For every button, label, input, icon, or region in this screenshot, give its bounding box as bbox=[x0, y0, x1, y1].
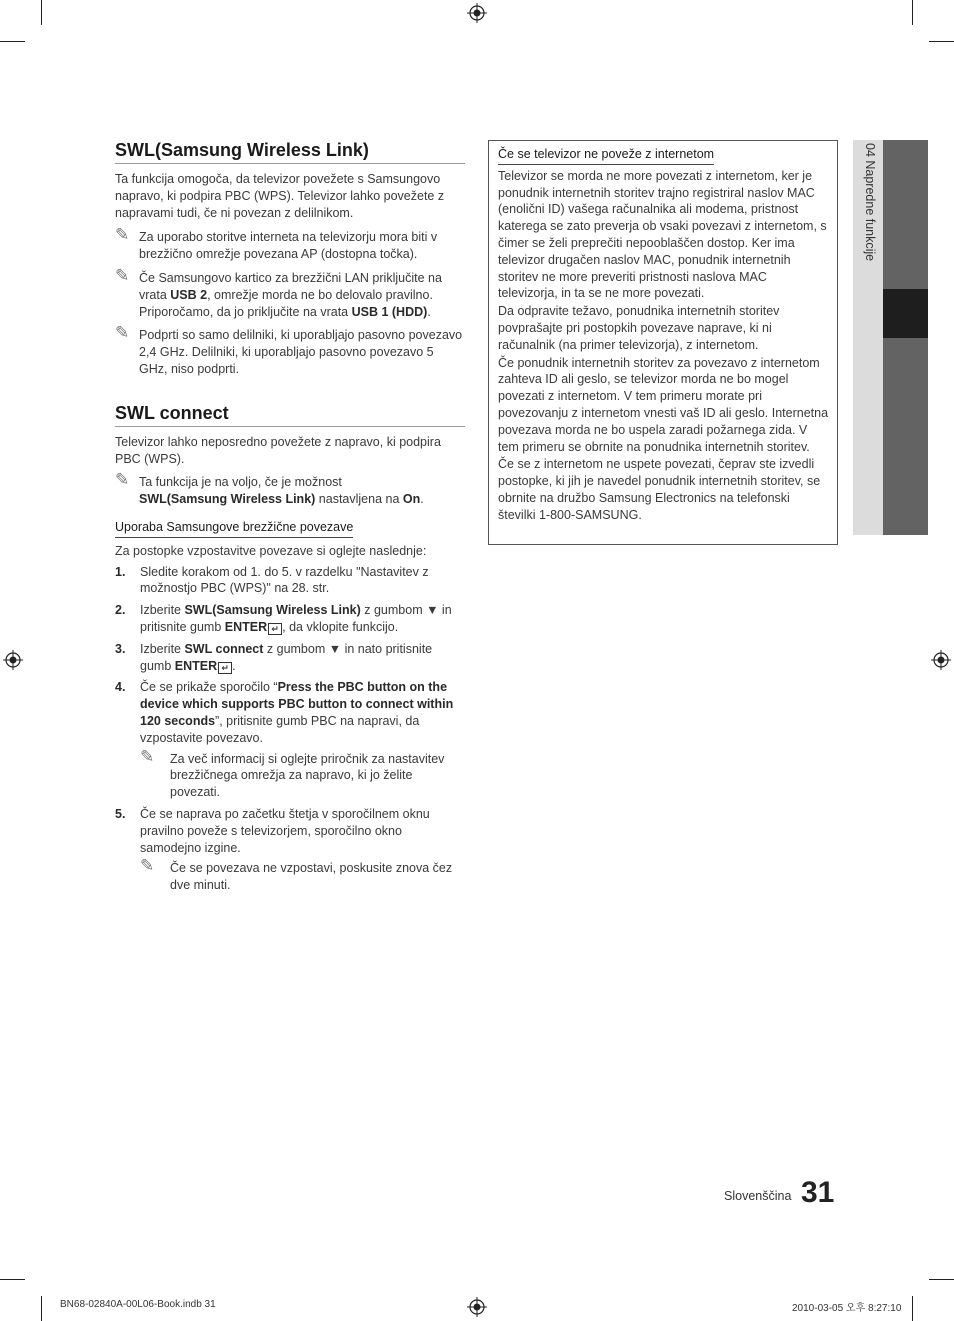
pencil-icon: ✎ bbox=[115, 323, 130, 343]
enter-icon: ↵ bbox=[218, 662, 232, 674]
step-number: 5. bbox=[115, 806, 126, 821]
step-item: 3. Izberite SWL connect z gumbom ▼ in nato pritisnite gumb ENTER ↵ . bbox=[115, 641, 433, 673]
note-text: Če Samsungovo kartico za brezžični LAN priključite na vrata bbox=[139, 270, 442, 302]
left-column bbox=[115, 139, 465, 894]
note-item: ✎ Če Samsungovo kartico za brezžični LAN priključite na vrata USB 2, omrežje morda ne bo delovalo pravilno. Priporočamo, da jo priključite na vrata USB 1 (HDD). bbox=[115, 265, 442, 319]
section-divider bbox=[115, 426, 465, 427]
step-number: 3. bbox=[115, 641, 126, 656]
registration-mark-icon bbox=[931, 650, 951, 670]
step-item: 2. Izberite SWL(Samsung Wireless Link) z gumbom ▼ in pritisnite gumb ENTER ↵ , da vklopite funkcijo. bbox=[115, 603, 452, 634]
step-number: 2. bbox=[115, 603, 126, 618]
note-item: ✎ Za več informacij si oglejte priročnik za nastavitev brezžičnega omrežja za napravo, ki jo želite povezati. bbox=[140, 746, 445, 800]
registration-mark-icon bbox=[3, 650, 23, 670]
note-text: Za uporabo storitve interneta na televizorju mora biti v brezžično omrežje povezana AP (dostopna točka). bbox=[139, 230, 438, 262]
step-number: 1. bbox=[115, 564, 126, 579]
step-number: 4. bbox=[115, 680, 126, 695]
info-box-title: Če se televizor ne poveže z internetom bbox=[498, 146, 714, 165]
crop-mark-top-left-h bbox=[0, 41, 25, 42]
swl-intro: Ta funkcija omogoča, da televizor povežete s Samsungovo napravo, ki podpira PBC (WPS). Televizor lahko povežete z napravami tudi, če ni povezan z delilnikom. bbox=[115, 172, 445, 220]
note-item: ✎ Če se povezava ne vzpostavi, poskusite znova čez dve minuti. bbox=[140, 856, 453, 893]
step-item: 4. Če se prikaže sporočilo “Press the PBC button on the device which supports PBC button to connect within 120 seconds”, pritisnite gumb PBC na napravi, da vzpostavite povezavo. ✎ Za več informacij si oglejte priročnik za nastavitev brezžičnega omrežja za napravo, ki jo želite povezati. bbox=[115, 679, 465, 801]
side-tab-active-marker bbox=[883, 289, 928, 338]
note-text: Podprti so samo delilniki, ki uporabljajo pasovno povezavo 2,4 GHz. Delilniki, ki uporabljajo pasovno povezavo 5 GHz, niso podprti. bbox=[139, 328, 463, 376]
pencil-icon: ✎ bbox=[140, 856, 155, 876]
pencil-icon: ✎ bbox=[115, 265, 130, 285]
subheading: Uporaba Samsungove brezžične povezave bbox=[115, 519, 353, 538]
crop-mark-top-right-h bbox=[929, 41, 954, 42]
crop-mark-bottom-right-h bbox=[929, 1279, 954, 1280]
registration-mark-icon bbox=[467, 3, 487, 23]
note-item bbox=[115, 225, 465, 263]
crop-mark-top-left-v bbox=[41, 0, 42, 25]
pencil-icon: ✎ bbox=[115, 225, 130, 245]
page-number: 31 bbox=[801, 1176, 835, 1209]
subheading-intro: Za postopke vzpostavitve povezave si oglejte naslednje: bbox=[115, 543, 427, 558]
section-title-swl: SWL(Samsung Wireless Link) bbox=[115, 140, 369, 160]
pencil-icon: ✎ bbox=[115, 470, 130, 490]
crop-mark-bottom-left-v bbox=[41, 1296, 42, 1321]
registration-mark-icon bbox=[467, 1297, 487, 1317]
info-box bbox=[488, 140, 838, 545]
step-item: 5. Če se naprava po začetku štetja v sporočilnem oknu pravilno poveže s televizorjem, sporočilno okno samodejno izgine. ✎ Če se povezava ne vzpostavi, poskusite znova čez dve minuti. bbox=[115, 806, 465, 894]
note-item: ✎ Ta funkcija je na voljo, če je možnost SWL(Samsung Wireless Link) nastavljena na On. bbox=[115, 470, 424, 507]
section-title-swl-connect: SWL connect bbox=[115, 402, 229, 423]
crop-mark-top-right-v bbox=[912, 0, 913, 25]
step-item: 1. Sledite korakom od 1. do 5. v razdelku "Nastavitev z možnostjo PBC (WPS)" na 28. str. bbox=[115, 564, 429, 596]
side-tab-label: 04 Napredne funkcije bbox=[863, 143, 877, 262]
section-divider bbox=[115, 163, 465, 164]
note-item bbox=[115, 323, 465, 377]
info-box-paragraph: Če ponudnik internetnih storitev za povezavo z internetom zahteva ID ali geslo, se televizor morda ne bo mogel povezati z internetom. V tem primeru morate pri povezovanju z internetom vnesti vaš ID ali geslo. Internetna povezava morda ne bo uspela zaradi požarnega zida. V tem primeru se obrnite na ponudnika internetnih storitev. bbox=[498, 355, 829, 454]
info-box-paragraph: Televizor se morda ne more povezati z internetom, ker je ponudnik internetnih storitev trajno registriral naslov MAC (enolični ID) vašega računalnika ali modema, pristnost katerega se zato preverja ob vsaki povezavi z internetom, s čimer se želi preprečiti nepooblaščen dostop. Ker ima televizor drugačen naslov MAC, ponudnik internetnih storitev ne more preveriti pristnosti naslova MAC televizorja, in ta se ne more povezati. bbox=[498, 168, 827, 301]
enter-icon: ↵ bbox=[268, 623, 282, 635]
slug-right: 2010-03-05 오후 8:27:10 bbox=[792, 1303, 902, 1314]
slug-left: BN68-02840A-00L06-Book.indb 31 bbox=[60, 1299, 216, 1310]
info-box-paragraph: Da odpravite težavo, ponudnika internetnih storitev povprašajte pri postopkih povezave naprave, ki ni računalnik (na primer televizorja), z internetom. bbox=[498, 304, 780, 352]
pencil-icon: ✎ bbox=[140, 746, 155, 766]
usb2-label: USB 2 bbox=[170, 287, 208, 302]
crop-mark-bottom-left-h bbox=[0, 1279, 25, 1280]
swl-connect-intro: Televizor lahko neposredno povežete z napravo, ki podpira PBC (WPS). bbox=[115, 434, 441, 466]
info-box-paragraph: Če se z internetom ne uspete povezati, čeprav ste izvedli postopke, ki jih je navedel ponudnik internetnih storitev, se obrnite na družbo Samsung Electronics na telefonski številki 1-800-SAMSUNG. bbox=[498, 457, 821, 522]
crop-mark-bottom-right-v bbox=[912, 1296, 913, 1321]
usb1-label: USB 1 (HDD) bbox=[351, 304, 428, 319]
footer-language: Slovenščina bbox=[724, 1189, 792, 1203]
